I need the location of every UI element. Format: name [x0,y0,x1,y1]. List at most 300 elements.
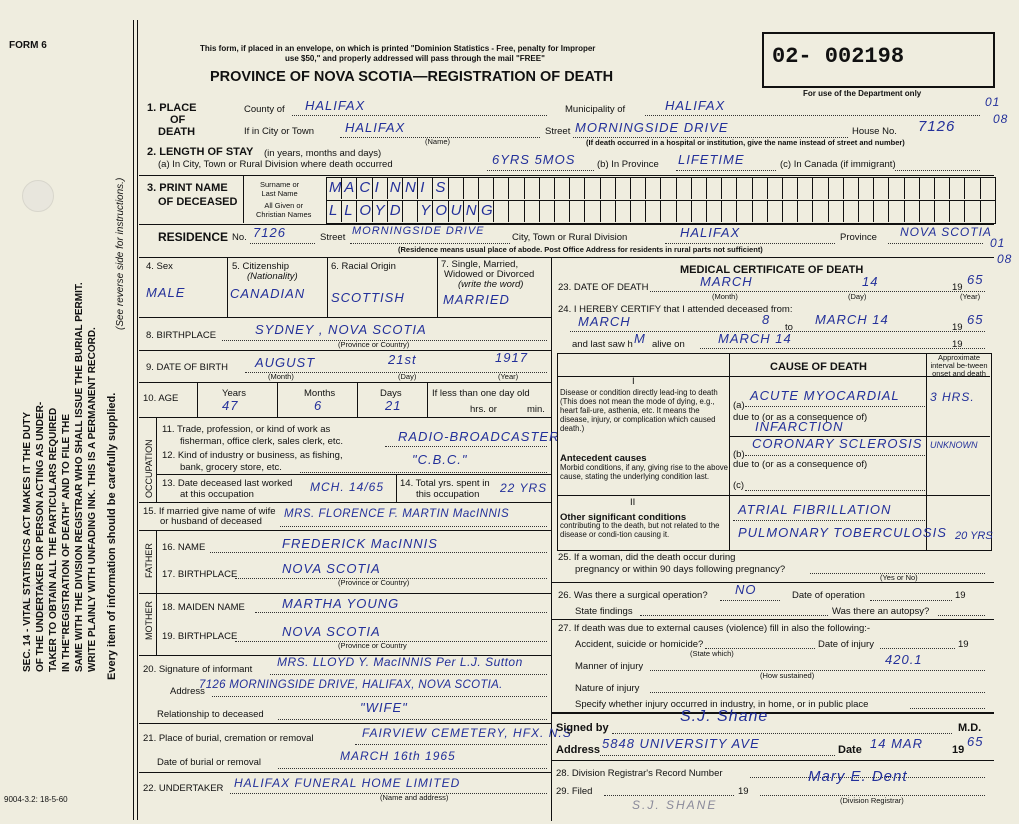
spouse-label-1: 15. If married give name of wife [143,506,276,517]
death-date-day: 14 [862,274,879,289]
given-name-cell [402,200,418,222]
sign-date-label: Date [838,744,862,756]
surname-cell [402,177,418,199]
cause-part-2: II [630,497,636,508]
last-worked-label-1: 13. Date deceased last worked [162,478,293,489]
other-condition-1: ATRIAL FIBRILLATION [738,502,892,517]
given-name-cell [554,200,570,222]
last-worked-value: MCH. 14/65 [310,480,385,494]
form-label: FORM 6 [9,40,47,51]
side-line-7: Every item of information should be carefully supplied. [106,392,118,680]
given-name-cell [812,200,828,222]
other-condition-2-interval: 20 YRS [955,530,993,542]
antecedent-title: Antecedent causes [560,453,647,464]
given-name-cell [691,200,707,222]
industry-value: "C.B.C." [412,452,468,467]
given-name-cell [493,200,509,222]
stay-label: 2. LENGTH OF STAY [147,146,254,158]
attended-year-prefix: 19 [952,322,963,333]
q27-injury-year: 19 [958,639,969,650]
cause-a-prefix: (a) [733,400,745,411]
attended-to-label: to [785,322,793,333]
age-days-label: Days [380,388,402,399]
registrar-caption: (Division Registrar) [840,796,904,805]
age-hrs-label: hrs. or [470,404,497,415]
sign-year: 65 [967,734,984,749]
surname-letter: N [405,179,418,196]
street-label: Street [545,126,571,137]
of-deceased-label: OF DECEASED [158,196,238,208]
death-year-caption: (Year) [960,292,981,301]
disease-label: Disease or condition directly lead-ing to death (This does not mean the mode of dying, e.g., heart fail-ure, asthenia, etc. It means the disease, injury, or complication which caused death.) [560,388,718,433]
surname-cell [387,177,403,199]
mother-birth-label: 19. BIRTHPLACE [162,631,238,642]
father-name-label: 16. NAME [162,542,206,553]
punch-hole-top [22,180,54,212]
given-name-cell [828,200,844,222]
q27-code: 420.1 [885,652,923,667]
surname-cell [372,177,388,199]
stay-suffix: (in years, months and days) [264,148,382,159]
years-spent-value: 22 YRS [500,481,548,495]
given-name-cell [341,200,357,222]
q27-injury-date: Date of injury [818,639,874,650]
given-name-letter: O [435,202,450,219]
surname-label-1: Surname or [260,180,300,189]
print-name-label: 3. PRINT NAME [147,182,228,194]
marital-label-1: 7. Single, Married, [441,259,519,270]
age-lessday-label: If less than one day old [432,388,530,399]
surname-cell [934,177,950,199]
industry-label-2: bank, grocery store, etc. [180,462,282,473]
trade-label-2: fisherman, office clerk, sales clerk, etc. [180,436,343,447]
attended-to-year: 65 [967,312,984,327]
municipality-value: HALIFAX [665,98,726,113]
father-birth-label: 17. BIRTHPLACE [162,569,238,580]
age-years: 47 [222,398,239,413]
municipality-label: Municipality of [565,104,626,115]
surname-cell [888,177,904,199]
interval-header: Approximate interval be-tween onset and death [930,353,988,378]
given-name-cell [615,200,631,222]
surname-cell [645,177,661,199]
q26-findings: State findings [575,606,633,617]
registration-number-box [762,32,995,88]
q27-nature: Nature of injury [575,683,640,694]
given-name-cell [752,200,768,222]
surname-cell [843,177,859,199]
signer-address: 5848 UNIVERSITY AVE [602,736,760,751]
marital-label-2: Widowed or Divorced [444,269,535,280]
stay-b-label: (b) In Province [597,159,659,170]
dob-day: 21st [388,352,417,367]
given-name-cell [736,200,752,222]
registrar-signature: Mary E. Dent [808,768,908,785]
q25-label-2: pregnancy or within 90 days following pregnancy? [575,564,786,575]
undertaker-caption: (Name and address) [380,793,449,802]
mother-side-label: MOTHER [144,601,154,640]
racial-value: SCOTTISH [331,290,405,305]
surname-cell [919,177,935,199]
given-name-letter: G [481,202,495,219]
city-value: HALIFAX [345,120,406,135]
surname-cell [539,177,555,199]
given-name-cell [858,200,874,222]
given-name-letter: L [344,202,355,219]
surname-cell [554,177,570,199]
given-name-cell [417,200,433,222]
surname-cell [828,177,844,199]
spouse-value: MRS. FLORENCE F. MARTIN MacINNIS [284,508,510,520]
surname-cell [326,177,342,199]
notice-line-1: This form, if placed in an envelope, on which is printed "Dominion Statistics - Free, penalty for Improper [200,44,596,53]
given-name-letter: L [329,202,340,219]
surname-cell [463,177,479,199]
given-name-cell [356,200,372,222]
due-to-a: due to (or as a consequence of) [733,412,868,423]
margin-code-3: 01 [990,236,1006,250]
age-min-label: min. [527,404,545,415]
q29-year: 19 [738,786,749,797]
stay-c-label: (c) In Canada (if immigrant) [780,159,896,170]
sex-label: 4. Sex [146,261,173,272]
given-name-letter: O [359,202,374,219]
age-years-label: Years [222,388,246,399]
years-spent-label-1: 14. Total yrs. spent in [400,478,490,489]
surname-letter: S [435,179,448,196]
residence-no-label: No. [232,232,247,243]
given-name-cell [964,200,980,222]
surname-cell [417,177,433,199]
form-title: PROVINCE OF NOVA SCOTIA—REGISTRATION OF DEATH [210,69,614,85]
age-months-label: Months [304,388,336,399]
given-name-cell [387,200,403,222]
trade-value: RADIO-BROADCASTER [398,429,560,444]
surname-cell [356,177,372,199]
surname-letter: N [389,179,403,196]
surname-cell [584,177,600,199]
spouse-label-2: or husband of deceased [160,516,262,527]
surname-cell [600,177,616,199]
dob-label: 9. DATE OF BIRTH [146,362,228,373]
medical-header: MEDICAL CERTIFICATE OF DEATH [680,264,864,276]
informant-address: 7126 MORNINGSIDE DRIVE, HALIFAX, NOVA SCOTIA. [199,679,503,691]
surname-cell [432,177,448,199]
cause-header: CAUSE OF DEATH [770,361,867,373]
birthplace-label: 8. BIRTHPLACE [146,330,217,341]
signed-by-label: Signed by [556,722,609,734]
industry-label-1: 12. Kind of industry or business, as fishing, [162,450,343,461]
dob-year: 1917 [495,350,528,365]
given-name-cell [873,200,889,222]
citizenship-label: 5. Citizenship [232,261,290,272]
surname-letter: I [374,179,381,196]
surname-cell [736,177,752,199]
footer-code: 9004-3.2: 18-5-60 [4,795,68,804]
burial-date-label: Date of burial or removal [157,757,262,768]
side-line-4: IN THE"REGISTRATION OF DEATH" AND TO FILE THE [61,414,72,672]
birthplace-value: SYDNEY , NOVA SCOTIA [255,322,427,337]
surname-cell [949,177,965,199]
surname-label [260,180,299,198]
given-name-cell [949,200,965,222]
relationship-label: Relationship to deceased [157,709,264,720]
surname-cell [767,177,783,199]
age-months: 6 [314,398,323,413]
lastsaw-label-1: and last saw h [572,339,633,350]
years-spent-label-2: this occupation [416,489,480,500]
residence-note: (Residence means usual place of abode. Post Office Address for residents in rural parts not sufficient) [398,245,763,254]
surname-cell [569,177,585,199]
cause-part-1: I [632,376,635,387]
death-date-label: 23. DATE OF DEATH [558,282,649,293]
surname-cell [691,177,707,199]
given-label [256,201,311,219]
cause-a-interval: 3 HRS. [930,390,975,404]
surname-cell [812,177,828,199]
given-name-cell [600,200,616,222]
stay-a-value: 6YRS 5MOS [492,152,576,167]
margin-code-4: 08 [997,252,1013,266]
occupation-side-label: OCCUPATION [144,439,154,498]
mother-birth: NOVA SCOTIA [282,624,381,639]
marital-value: MARRIED [443,292,510,307]
given-name-cell [326,200,342,222]
surname-letter: M [329,179,344,196]
surname-cell [341,177,357,199]
age-days: 21 [385,398,402,413]
age-label: 10. AGE [143,393,179,404]
given-name-cell [539,200,555,222]
dob-month-caption: (Month) [268,372,294,381]
side-line-3: TAKER TO OBTAIN ALL THE PARTICULARS REQUIRED [48,407,59,672]
given-name-cell [660,200,676,222]
q26-label: 26. Was there a surgical operation? [558,590,708,601]
surname-letter: I [420,179,427,196]
surname-letter: A [344,179,357,196]
other-conditions-title: Other significant conditions [560,512,687,523]
lastsaw-year-prefix: 19 [952,339,963,350]
residence-city: HALIFAX [680,225,741,240]
lastsaw-date: MARCH 14 [718,331,792,346]
sex-value: MALE [146,285,186,300]
residence-no: 7126 [253,225,286,240]
q27-accident: Accident, suicide or homicide? [575,639,704,650]
surname-cell [980,177,996,199]
father-birth: NOVA SCOTIA [282,561,381,576]
mother-name-label: 18. MAIDEN NAME [162,602,245,613]
father-side-label: FATHER [144,543,154,578]
residence-province: NOVA SCOTIA [900,225,992,239]
q27-state-caption: (State which) [690,649,734,658]
surname-letter: C [359,179,373,196]
surname-cell [615,177,631,199]
q25-label-1: 25. If a woman, did the death occur during [558,552,736,563]
city-label: If in City or Town [244,126,315,137]
mother-birth-caption: (Province or Country [338,641,407,650]
given-name-letter: Y [374,202,387,219]
side-line-5: SAME WITH THE DIVISION REGISTRAR WHO SHALL ISSUE THE BURIAL PERMIT. [74,282,85,672]
given-label-1: All Given or [264,201,304,210]
surname-cell [797,177,813,199]
house-value: 7126 [918,118,956,135]
father-name: FREDERICK MacINNIS [282,536,438,551]
cause-b-prefix: (b) [733,449,745,460]
surname-cell [508,177,524,199]
cause-b-interval: UNKNOWN [930,440,978,450]
surname-cell [858,177,874,199]
dob-month: AUGUST [255,355,316,370]
informant-sig-label: 20. Signature of informant [143,664,253,675]
residence-street: MORNINGSIDE DRIVE [352,225,485,237]
given-name-letter: N [465,202,479,219]
cause-b-value: CORONARY SCLEROSIS [752,436,923,451]
given-label-2: Christian Names [256,210,312,219]
given-name-cell [448,200,464,222]
signer-address-label: Address [556,744,601,756]
place-death-label: DEATH [158,126,196,138]
signed-by-signature: S.J. Shane [680,708,769,725]
informant-sig: MRS. LLOYD Y. MacINNIS Per L.J. Sutton [277,655,523,669]
q26-autopsy: Was there an autopsy? [832,606,930,617]
margin-code-2: 08 [993,112,1009,126]
q27-how: (How sustained) [760,671,815,680]
given-name-cell [721,200,737,222]
county-label: County of [244,104,285,115]
surname-cell [524,177,540,199]
given-name-cell [934,200,950,222]
given-name-cell [645,200,661,222]
undertaker-value: HALIFAX FUNERAL HOME LIMITED [234,776,461,790]
surname-cell [706,177,722,199]
cause-a-value: ACUTE MYOCARDIAL [750,388,900,403]
last-worked-label-2: at this occupation [180,489,254,500]
q26-year: 19 [955,590,966,601]
sign-date: 14 MAR [870,736,923,751]
margin-code-1: 01 [985,95,1001,109]
surname-cell [964,177,980,199]
county-value: HALIFAX [305,98,366,113]
surname-cell [721,177,737,199]
q26-value: NO [735,582,757,597]
given-name-cell [843,200,859,222]
q28-label: 28. Division Registrar's Record Number [556,768,723,779]
citizenship-value: CANADIAN [230,286,306,301]
surname-label-2: Last Name [261,189,298,198]
certify-label: 24. I HEREBY CERTIFY that I attended deceased from: [558,304,793,315]
given-name-cell [584,200,600,222]
q27-manner: Manner of injury [575,661,644,672]
given-name-cell [372,200,388,222]
trade-label-1: 11. Trade, profession, or kind of work as [162,424,331,435]
surname-cell [676,177,692,199]
antecedent-label: Morbid conditions, if any, giving rise to the above cause, stating the underlying condition last. [560,463,729,481]
side-line-8: (See reverse side for instructions.) [115,177,126,330]
death-date-month: MARCH [700,274,753,289]
given-name-letter: U [450,202,464,219]
surname-cell [660,177,676,199]
birthplace-caption: (Province or Country) [338,340,410,349]
surname-cell [782,177,798,199]
burial-place-label: 21. Place of burial, cremation or removal [143,733,314,744]
other-condition-2: PULMONARY TOBERCULOSIS [738,525,947,540]
residence-label: RESIDENCE [158,230,229,244]
cause-c-prefix: (c) [733,480,745,491]
given-name-cell [980,200,996,222]
given-name-cell [797,200,813,222]
residence-province-label: Province [840,232,877,243]
q29-label: 29. Filed [556,786,593,797]
racial-label: 6. Racial Origin [331,261,396,272]
citizenship-sub: (Nationality) [247,271,298,282]
given-name-cell [478,200,494,222]
given-name-letter: Y [420,202,433,219]
due-to-b: due to (or as a consequence of) [733,459,868,470]
dob-year-caption: (Year) [498,372,519,381]
md-label: M.D. [958,722,982,734]
death-year-prefix: 19 [952,282,963,293]
city-name-caption: (Name) [425,137,451,146]
house-label: House No. [852,126,897,137]
stay-b-value: LIFETIME [678,152,745,167]
given-name-cell [706,200,722,222]
lastsaw-label-2: alive on [652,339,685,350]
q25-caption: (Yes or No) [880,573,918,582]
given-name-cell [767,200,783,222]
margin-rule-1 [133,20,134,820]
given-name-cell [569,200,585,222]
department-use-label: For use of the Department only [803,89,922,98]
given-name-cell [676,200,692,222]
margin-rule-2 [137,20,138,820]
dob-day-caption: (Day) [398,372,417,381]
attended-from-month: MARCH [578,314,631,329]
attended-to-date: MARCH 14 [815,312,889,327]
undertaker-label: 22. UNDERTAKER [143,783,224,794]
surname-cell [493,177,509,199]
surname-cell [448,177,464,199]
marital-label-3: (write the word) [458,279,524,290]
given-name-cell [630,200,646,222]
place-number-label: 1. PLACE [147,102,197,114]
given-name-cell [904,200,920,222]
q27-specify: Specify whether injury occurred in industry, in home, or in public place [575,699,869,710]
surname-cell [904,177,920,199]
notice-line-2: use $50," and properly addressed will pass through the mail "FREE" [285,54,545,63]
hospital-note: (If death occurred in a hospital or institution, give the name instead of street and number) [586,138,905,147]
mother-name: MARTHA YOUNG [282,596,400,611]
place-of-label: OF [170,114,186,126]
registration-number: 02- 002198 [772,44,905,69]
relationship-value: "WIFE" [360,700,408,715]
given-name-cell [782,200,798,222]
side-line-2: OF THE UNDERTAKER OR PERSON ACTING AS UNDER- [35,401,46,672]
attended-from-day: 8 [762,312,771,327]
lastsaw-pronoun: M [634,331,646,346]
side-line-1: SEC. 14 - VITAL STATISTICS ACT MAKES IT THE DUTY [22,411,33,672]
side-line-6: WRITE PLAINLY WITH UNFADING INK. THIS IS A PERMANENT RECORD. [87,327,98,672]
given-name-cell [524,200,540,222]
burial-date: MARCH 16th 1965 [340,749,456,763]
surname-cell [630,177,646,199]
residence-street-label: Street [320,232,346,243]
signer-stamp: S.J. SHANE [632,798,718,812]
death-month-caption: (Month) [712,292,738,301]
surname-cell [478,177,494,199]
q26-date-label: Date of operation [792,590,865,601]
given-name-cell [508,200,524,222]
q27-label: 27. If death was due to external causes (violence) fill in also the following:- [558,623,871,634]
